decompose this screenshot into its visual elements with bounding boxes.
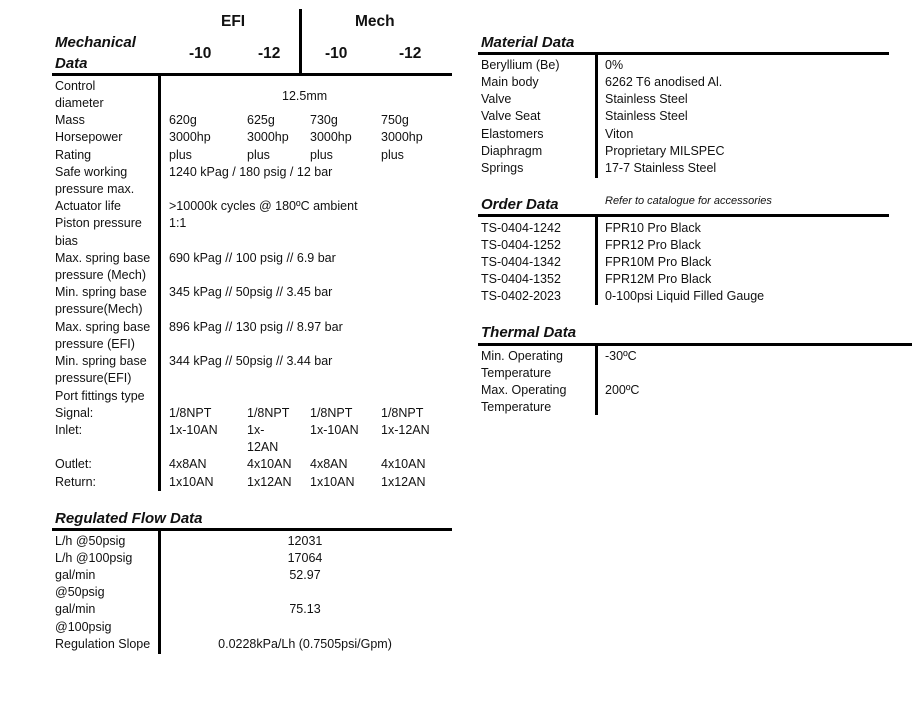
row-label-mass: Mass: [55, 113, 85, 127]
thermal-max-label-2: Temperature: [481, 400, 552, 414]
material-label: Springs: [481, 161, 524, 175]
row-label-return: Return:: [55, 475, 96, 489]
thermal-min-label: Min. Operating: [481, 349, 563, 363]
value-control-diameter: 12.5mm: [282, 89, 328, 103]
row-label-min-spring-mech-2: pressure(Mech): [55, 302, 143, 316]
value-inlet-efi-12: 1x-: [247, 423, 265, 437]
row-label-gal100-2: @100psig: [55, 620, 112, 634]
thermal-max-label: Max. Operating: [481, 383, 567, 397]
material-value: Stainless Steel: [605, 109, 688, 123]
value-hp-efi-10-2: plus: [169, 148, 192, 162]
material-title: Material Data: [481, 34, 575, 51]
row-label-port-fittings: Port fittings type: [55, 389, 145, 403]
material-value: 6262 T6 anodised Al.: [605, 75, 723, 89]
value-min-spring-efi: 344 kPag // 50psig // 3.44 bar: [169, 354, 333, 368]
row-label-max-spring-efi: Max. spring base: [55, 320, 151, 334]
mechanical-title-line1: Mechanical: [55, 34, 136, 51]
row-label-piston-2: bias: [55, 234, 78, 248]
material-rule: [478, 52, 889, 55]
value-return-mech-10: 1x10AN: [310, 475, 355, 489]
row-label-gal50-2: @50psig: [55, 585, 105, 599]
value-regulation-slope: 0.0228kPa/Lh (0.7505psi/Gpm): [218, 637, 392, 651]
value-outlet-mech-10: 4x8AN: [310, 457, 348, 471]
value-hp-mech-10-2: plus: [310, 148, 333, 162]
order-part-number: TS-0404-1352: [481, 272, 561, 286]
order-part-number: TS-0404-1242: [481, 221, 561, 235]
row-label-max-spring-mech: Max. spring base: [55, 251, 151, 265]
value-lh100: 17064: [287, 551, 323, 565]
row-label-gal50: gal/min: [55, 568, 96, 582]
col-header-efi-12: -12: [258, 45, 281, 62]
row-label-min-spring-mech: Min. spring base: [55, 285, 147, 299]
value-signal-mech-10: 1/8NPT: [310, 406, 353, 420]
value-outlet-efi-10: 4x8AN: [169, 457, 207, 471]
row-label-min-spring-efi-2: pressure(EFI): [55, 371, 132, 385]
mechanical-title-line2: Data: [55, 55, 88, 72]
thermal-min-label-2: Temperature: [481, 366, 552, 380]
row-label-horsepower: Horsepower: [55, 130, 123, 144]
value-outlet-efi-12: 4x10AN: [247, 457, 292, 471]
row-label-piston: Piston pressure: [55, 216, 142, 230]
value-signal-mech-12: 1/8NPT: [381, 406, 424, 420]
value-inlet-efi-10: 1x-10AN: [169, 423, 218, 437]
value-max-spring-efi: 896 kPag // 130 psig // 8.97 bar: [169, 320, 343, 334]
material-value: Viton: [605, 127, 634, 141]
value-min-spring-mech: 345 kPag // 50psig // 3.45 bar: [169, 285, 333, 299]
value-actuator: >10000k cycles @ 180ºC ambient: [169, 199, 358, 213]
material-value: 0%: [605, 58, 624, 72]
value-hp-efi-10: 3000hp: [169, 130, 211, 144]
value-signal-efi-10: 1/8NPT: [169, 406, 212, 420]
order-description: FPR12 Pro Black: [605, 238, 701, 252]
thermal-title: Thermal Data: [481, 324, 577, 341]
order-description: FPR10 Pro Black: [605, 221, 701, 235]
row-label-lh50: L/h @50psig: [55, 534, 126, 548]
material-label: Elastomers: [481, 127, 544, 141]
row-label-control-diameter: Control: [55, 79, 96, 93]
value-mass-mech-10: 730g: [310, 113, 338, 127]
row-label-min-spring-efi: Min. spring base: [55, 354, 147, 368]
group-header-efi: EFI: [221, 13, 246, 30]
order-note: Refer to catalogue for accessories: [605, 195, 772, 207]
value-return-mech-12: 1x12AN: [381, 475, 426, 489]
group-divider-line: [299, 9, 302, 75]
row-label-max-spring-mech-2: pressure (Mech): [55, 268, 146, 282]
group-header-mech: Mech: [355, 13, 395, 30]
value-mass-efi-12: 625g: [247, 113, 275, 127]
row-label-lh100: L/h @100psig: [55, 551, 133, 565]
material-divider: [595, 54, 598, 178]
order-divider: [595, 216, 598, 305]
order-part-number: TS-0402-2023: [481, 289, 561, 303]
value-lh50: 12031: [287, 534, 323, 548]
value-return-efi-12: 1x12AN: [247, 475, 292, 489]
order-description: 0-100psi Liquid Filled Gauge: [605, 289, 765, 303]
value-hp-efi-12-2: plus: [247, 148, 270, 162]
regulated-flow-rule: [52, 528, 452, 531]
value-gal100: 75.13: [289, 602, 321, 616]
row-label-actuator: Actuator life: [55, 199, 122, 213]
material-label: Valve Seat: [481, 109, 541, 123]
regulated-flow-title: Regulated Flow Data: [55, 510, 203, 527]
row-label-outlet: Outlet:: [55, 457, 92, 471]
order-rule: [478, 214, 889, 217]
value-hp-efi-12: 3000hp: [247, 130, 289, 144]
row-label-signal: Signal:: [55, 406, 94, 420]
thermal-min-value: -30ºC: [605, 349, 637, 363]
order-description: FPR10M Pro Black: [605, 255, 712, 269]
value-signal-efi-12: 1/8NPT: [247, 406, 290, 420]
row-label-control-diameter-2: diameter: [55, 96, 104, 110]
value-mass-mech-12: 750g: [381, 113, 409, 127]
value-safe-working: 1240 kPag / 180 psig / 12 bar: [169, 165, 333, 179]
material-label: Main body: [481, 75, 539, 89]
value-mass-efi-10: 620g: [169, 113, 197, 127]
row-label-regulation-slope: Regulation Slope: [55, 637, 151, 651]
value-hp-mech-10: 3000hp: [310, 130, 352, 144]
thermal-max-value: 200ºC: [605, 383, 640, 397]
order-part-number: TS-0404-1252: [481, 238, 561, 252]
thermal-divider: [595, 345, 598, 415]
order-description: FPR12M Pro Black: [605, 272, 712, 286]
row-label-horsepower-2: Rating: [55, 148, 92, 162]
value-hp-mech-12: 3000hp: [381, 130, 423, 144]
value-max-spring-mech: 690 kPag // 100 psig // 6.9 bar: [169, 251, 336, 265]
col-header-efi-10: -10: [189, 45, 212, 62]
order-title: Order Data: [481, 196, 559, 213]
mechanical-header-rule: [52, 73, 452, 76]
col-header-mech-10: -10: [325, 45, 348, 62]
value-gal50: 52.97: [289, 568, 321, 582]
material-value: Stainless Steel: [605, 92, 688, 106]
value-inlet-mech-12: 1x-12AN: [381, 423, 430, 437]
order-part-number: TS-0404-1342: [481, 255, 561, 269]
thermal-rule: [478, 343, 912, 346]
value-piston: 1:1: [169, 216, 187, 230]
value-hp-mech-12-2: plus: [381, 148, 404, 162]
material-label: Diaphragm: [481, 144, 543, 158]
material-label: Valve: [481, 92, 512, 106]
value-inlet-mech-10: 1x-10AN: [310, 423, 359, 437]
mechanical-label-divider: [158, 75, 161, 491]
row-label-safe-working: Safe working: [55, 165, 128, 179]
material-value: Proprietary MILSPEC: [605, 144, 725, 158]
material-value: 17-7 Stainless Steel: [605, 161, 717, 175]
row-label-inlet: Inlet:: [55, 423, 83, 437]
value-inlet-efi-12-2: 12AN: [247, 440, 279, 454]
col-header-mech-12: -12: [399, 45, 422, 62]
material-label: Beryllium (Be): [481, 58, 560, 72]
value-outlet-mech-12: 4x10AN: [381, 457, 426, 471]
row-label-safe-working-2: pressure max.: [55, 182, 135, 196]
row-label-max-spring-efi-2: pressure (EFI): [55, 337, 135, 351]
row-label-gal100: gal/min: [55, 602, 96, 616]
value-return-efi-10: 1x10AN: [169, 475, 214, 489]
